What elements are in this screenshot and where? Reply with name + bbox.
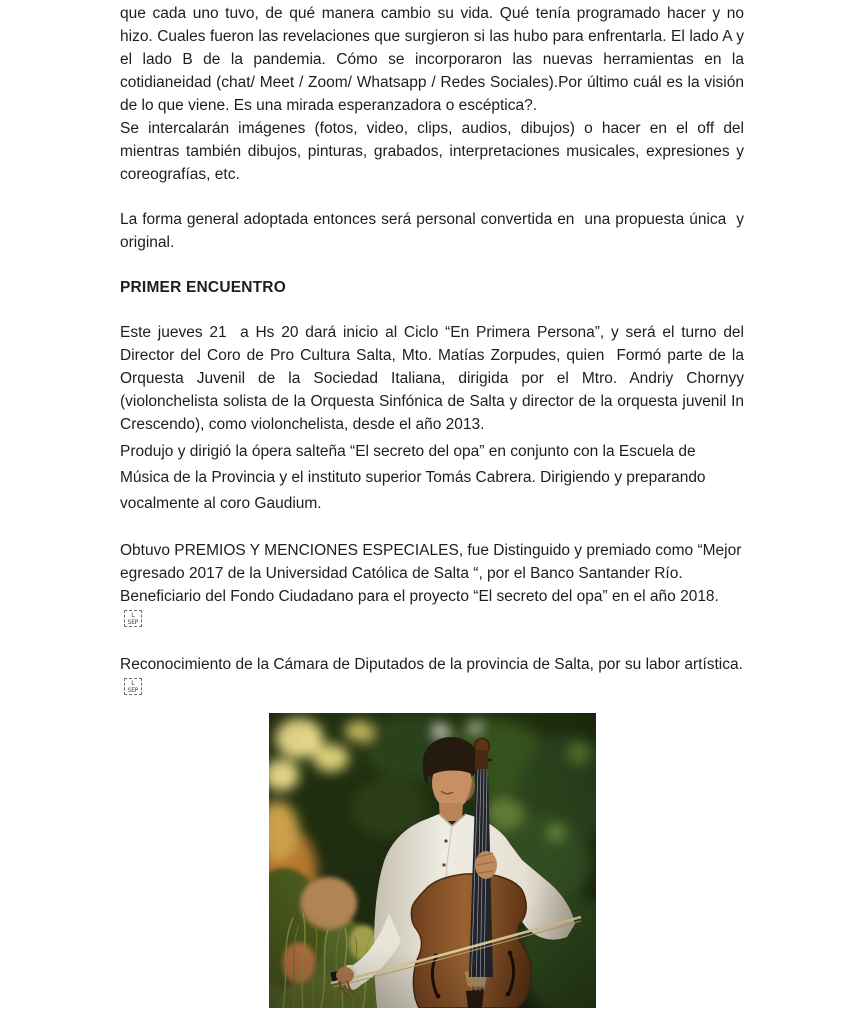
cellist-photo bbox=[269, 713, 596, 1008]
heading-primer-encuentro: PRIMER ENCUENTRO bbox=[120, 279, 286, 296]
paragraph-imagenes-intercaladas bbox=[120, 117, 749, 186]
paragraph-forma-general bbox=[120, 208, 749, 254]
line-separator-glyph-bottom: SEP bbox=[127, 619, 139, 626]
paragraph-vida-pandemia bbox=[120, 2, 749, 117]
paragraph-forma-general-text: La forma general adoptada entonces será personal convertida en una propuesta única y original. bbox=[120, 211, 749, 251]
paragraph-imagenes-text: Se intercalarán imágenes (fotos, video, clips, audios, dibujos) o hacer en el off del mientras también dibujos, pinturas, grabados, interpretaciones musicales, expresiones y coreografías, etc. bbox=[120, 120, 749, 183]
line-separator-glyph-bottom: SEP bbox=[127, 687, 139, 694]
paragraph-produjo-text: Produjo y dirigió la ópera salteña “El secreto del opa” en conjunto con la Escuela de Música de la Provincia y el instituto superior Tomás Cabrera. Dirigiendo y preparando vocalmente al coro Gaudium. bbox=[120, 443, 710, 512]
paragraph-vida-pandemia-text: que cada uno tuvo, de qué manera cambio su vida. Qué tenía programado hacer y no hizo. Cuales fueron las revelaciones que surgieron si las hubo para enfrentarla. El lado A y el lado B de la pandemia. Cómo se incorporaron las nuevas herramientas en la cotidianeidad (chat/ Meet / Zoom/ Whatsapp / Redes Sociales).Por último cuál es la visión de lo que viene. Es una mirada esperanzadora o escéptica?. bbox=[120, 5, 749, 114]
paragraph-premios-menciones bbox=[120, 539, 744, 631]
line-separator-glyph bbox=[124, 678, 142, 695]
line-separator-glyph-top: L bbox=[131, 680, 135, 687]
paragraph-premios-text: Obtuvo PREMIOS Y MENCIONES ESPECIALES, fue Distinguido y premiado como “Mejor egresado 2017 de la Universidad Católica de Salta “, por el Banco Santander Río. Beneficiario del Fondo Ciudadano para el proyecto “El secreto del opa” en el año 2018. bbox=[120, 542, 746, 605]
line-separator-glyph bbox=[124, 610, 142, 627]
cellist-photo-image bbox=[269, 713, 596, 1008]
paragraph-este-jueves bbox=[120, 321, 749, 436]
photo-vignette bbox=[269, 713, 596, 1008]
line-separator-glyph-top: L bbox=[131, 612, 135, 619]
paragraph-reconocimiento bbox=[120, 653, 748, 699]
paragraph-produjo-dirigio bbox=[120, 439, 744, 517]
paragraph-este-jueves-text: Este jueves 21 a Hs 20 dará inicio al Ciclo “En Primera Persona”, y será el turno del Director del Coro de Pro Cultura Salta, Mto. Matías Zorpudes, quien Formó parte de la Orquesta Juvenil de la Sociedad Italiana, dirigida por el Mtro. Andriy Chornyy (violonchelista solista de la Orquesta Sinfónica de Salta y director de la orquesta juvenil In Crescendo), como violonchelista, desde el año 2013. bbox=[120, 324, 749, 433]
paragraph-reconocimiento-text: Reconocimiento de la Cámara de Diputados de la provincia de Salta, por su labor artística. bbox=[120, 656, 748, 673]
